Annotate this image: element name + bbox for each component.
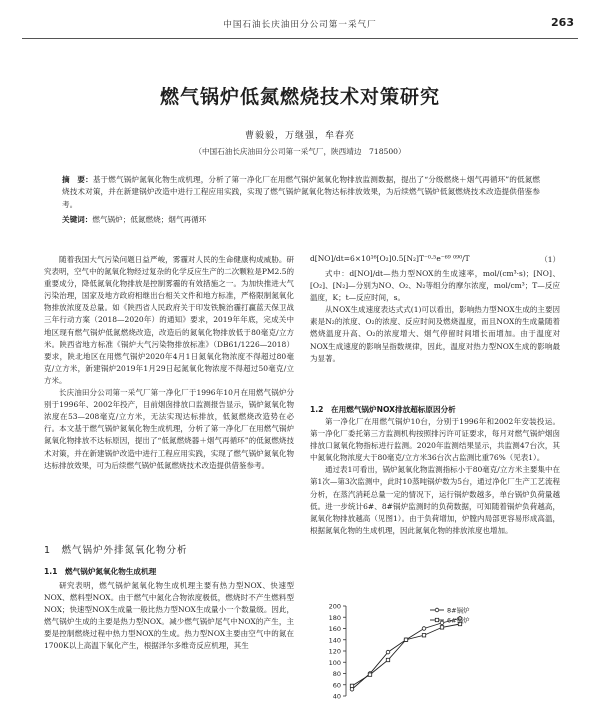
section-1-heading: 1 燃气锅炉外排氮氧化物分析 — [44, 545, 188, 556]
y-tick-label: 40 — [332, 692, 341, 700]
abstract-label: 摘 要： — [62, 175, 93, 184]
running-title: 中国石油长庆油田分公司第一采气厂 — [223, 20, 377, 30]
right-column-body — [310, 268, 560, 365]
keywords-text: 燃气锅炉；低氮燃烧；烟气再循环 — [92, 215, 207, 224]
equation-number: （1） — [540, 255, 560, 264]
data-point — [386, 658, 389, 661]
page-number: 263 — [551, 16, 574, 29]
data-point — [350, 684, 353, 687]
y-tick-label: 160 — [328, 625, 341, 633]
equation-1 — [310, 254, 560, 263]
y-tick-label: 80 — [332, 670, 341, 678]
article-affiliation: （中国石油长庆油田分公司第一采气厂，陕西靖边 718500） — [194, 147, 406, 156]
figure-1-chart — [310, 600, 560, 700]
legend-marker — [435, 618, 438, 621]
data-point — [368, 673, 371, 676]
y-tick-label: 60 — [332, 681, 341, 690]
data-point — [440, 626, 443, 629]
data-point — [404, 638, 407, 641]
mechanism-analysis-paragraph: 从NOX生成速度表达式式(1)可以看出，影响热力型NOX生成的主要因素是N₂的浓度、O₂的浓度、反应时间及燃烧温度，而且NOX的生成量随着燃烧温度升高、O₂的浓度增大、烟气停留时间增长而增加。由于温度对NOX生成速度的影响呈指数规律，因此，温度对热力型NOX生成的影响最为显著。 — [310, 305, 560, 363]
keywords-label: 关键词： — [62, 215, 93, 224]
subsection-1-2-heading: 1.2 在用燃气锅炉NOX排放超标原因分析 — [310, 405, 456, 414]
article-title: 燃气锅炉低氮燃烧技术对策研究 — [159, 86, 440, 108]
analysis-paragraph: 通过表1可看出，锅炉氮氧化物监测指标小于80毫克/立方米主要集中在第1次—第3次监测中，此时10蒸吨锅炉数为5台，通过净化厂生产工艺流程分析，在蒸汽消耗总量一定的情况下，运行锅炉数越多，单台锅炉负荷量越低。进一步统计6#、8#锅炉监测时的负荷数据，可知随着锅炉负荷越高，氮氧化物排放越高（见图1）。由于负荷增加，炉膛内局部更容易形成高温，根据氮氧化物的生成机理，因此氮氧化物的排放浓度也增加。 — [310, 465, 560, 535]
legend-marker — [435, 608, 439, 612]
left-column-body — [44, 254, 294, 472]
data-point — [422, 634, 425, 637]
abstract — [62, 174, 540, 211]
background-paragraph: 长庆油田分公司第一采气厂第一净化厂于1996年10月在用燃气锅炉分别于1996年、2002年投产，目前烟囱排放口监测报告显示，锅炉氮氧化物浓度在53—208毫克/立方米，无法实现达标排放，低氮燃烧改造势在必行。本文基于燃气锅炉氮氧化物生成机理，分析了第一净化厂在用燃气锅炉氮氧化物排放不达标原因，提出了“低氮燃烧器＋烟气再循环”的低氮燃烧技术对策，并在新建锅炉改造中进行工程应用实践，实现了燃气锅炉氮氧化物达标排放效果，可为后续燃气锅炉低氮燃烧技术改造提供借鉴参考。 — [44, 388, 294, 470]
subsection-1-1-heading: 1.1 燃气锅炉氮氧化物生成机理 — [44, 567, 157, 576]
data-point — [440, 621, 444, 625]
equation-legend: 式中：d[NO]/dt—热力型NOX的生成速率，mol/(cm³·s)；[NO]、[O₂]、[N₂]—分别为NO、O₂、N₂等组分的摩尔浓度，mol/cm³；T—反应温度，K；t—反应时间，s。 — [310, 269, 560, 303]
article-authors: 曹毅毅，万继强，牟春亮 — [244, 131, 355, 141]
data-point — [350, 687, 354, 691]
y-tick-label: 100 — [328, 658, 341, 667]
legend-label-1: 8#锅炉 — [447, 606, 470, 615]
keywords — [62, 214, 540, 225]
legend-label-2: 6#锅炉 — [447, 616, 470, 625]
mechanism-paragraph: 研究表明，燃气锅炉氮氧化物生成机理主要有热力型NOX、快速型NOX、燃料型NOX。由于燃气中氮化合物浓度极低，燃烧时不产生燃料型NOX；快速型NOX生成量一般比热力型NOX生成量小一个数量级。因此，燃气锅炉生成的主要是热力型NOX。减少燃气锅炉尾气中NOX的产生，主要是控制燃烧过程中热力型NOX的生成。热力型NOX主要由空气中的氮在1700K以上高温下氧化产生，根据泽尔多维奇反应机理，其生 — [44, 581, 294, 651]
equation-formula: d[NO]/dt=6×10¹⁶[O₂]0.5[N₂]T⁻⁰·⁵e⁻⁶⁹ ⁰⁹⁰/T — [310, 254, 470, 263]
data-point — [386, 650, 390, 654]
y-tick-label: 120 — [328, 647, 341, 656]
y-tick-label: 200 — [328, 602, 341, 611]
data-point — [422, 627, 426, 631]
monitoring-paragraph: 第一净化厂在用燃气锅炉10台，分别于1996年和2002年安装投运。第一净化厂委托第三方监测机构按照排污许可证要求，每月对燃气锅炉烟囱排放口氮氧化物指标进行监测。2020年监测结果显示，共监测47台次，其中氮氧化物浓度大于80毫克/立方米36台次占监测比重76%（见表1）。 — [310, 417, 560, 463]
intro-paragraph: 随着我国大气污染问题日益严峻，雾霾对人民的生命健康构成威胁。研究表明，空气中的氮氧化物经过复杂的化学反应生产的二次颗粒是PM2.5的重要成分，降低氮氧化物排放是控制雾霾的有效措施之一。为加快推进大气污染治理，国家及地方政府相继出台相关文件和地方标准，严格限制氮氧化物排放浓度及总量。如《陕西省人民政府关于印发铁腕治霾打赢蓝天保卫战三年行动方案（2018—2020年）的通知》要求，2019年年底，完成关中地区现有燃气锅炉低氮燃烧改造，改造后的氮氧化物排放低于80毫克/立方米。陕西省地方标准《锅炉大气污染物排放标准》（DB61/1226—2018）要求，陕北地区在用燃气锅炉2020年4月1日氮氧化物浓度不得超过80毫克/立方米，新建锅炉2019年1月29日起氮氧化物浓度不得超过50毫克/立方米。 — [44, 255, 294, 385]
monitoring-text — [310, 416, 560, 537]
chart-svg — [310, 600, 560, 700]
mechanism-text — [44, 580, 294, 653]
y-tick-label: 140 — [328, 636, 341, 645]
y-tick-label: 180 — [328, 613, 341, 622]
page-header — [22, 10, 578, 39]
abstract-text: 基于燃气锅炉氮氧化物生成机理，分析了第一净化厂在用燃气锅炉氮氧化物排放监测数据，提出了“分级燃烧＋烟气再循环”的低氮燃烧技术对策，并在新建锅炉改造中进行工程应用实践，实现了燃气锅炉氮氧化物达标排放效果，为后续燃气锅炉低氮燃烧技术改造提供借鉴参考。 — [62, 175, 540, 209]
